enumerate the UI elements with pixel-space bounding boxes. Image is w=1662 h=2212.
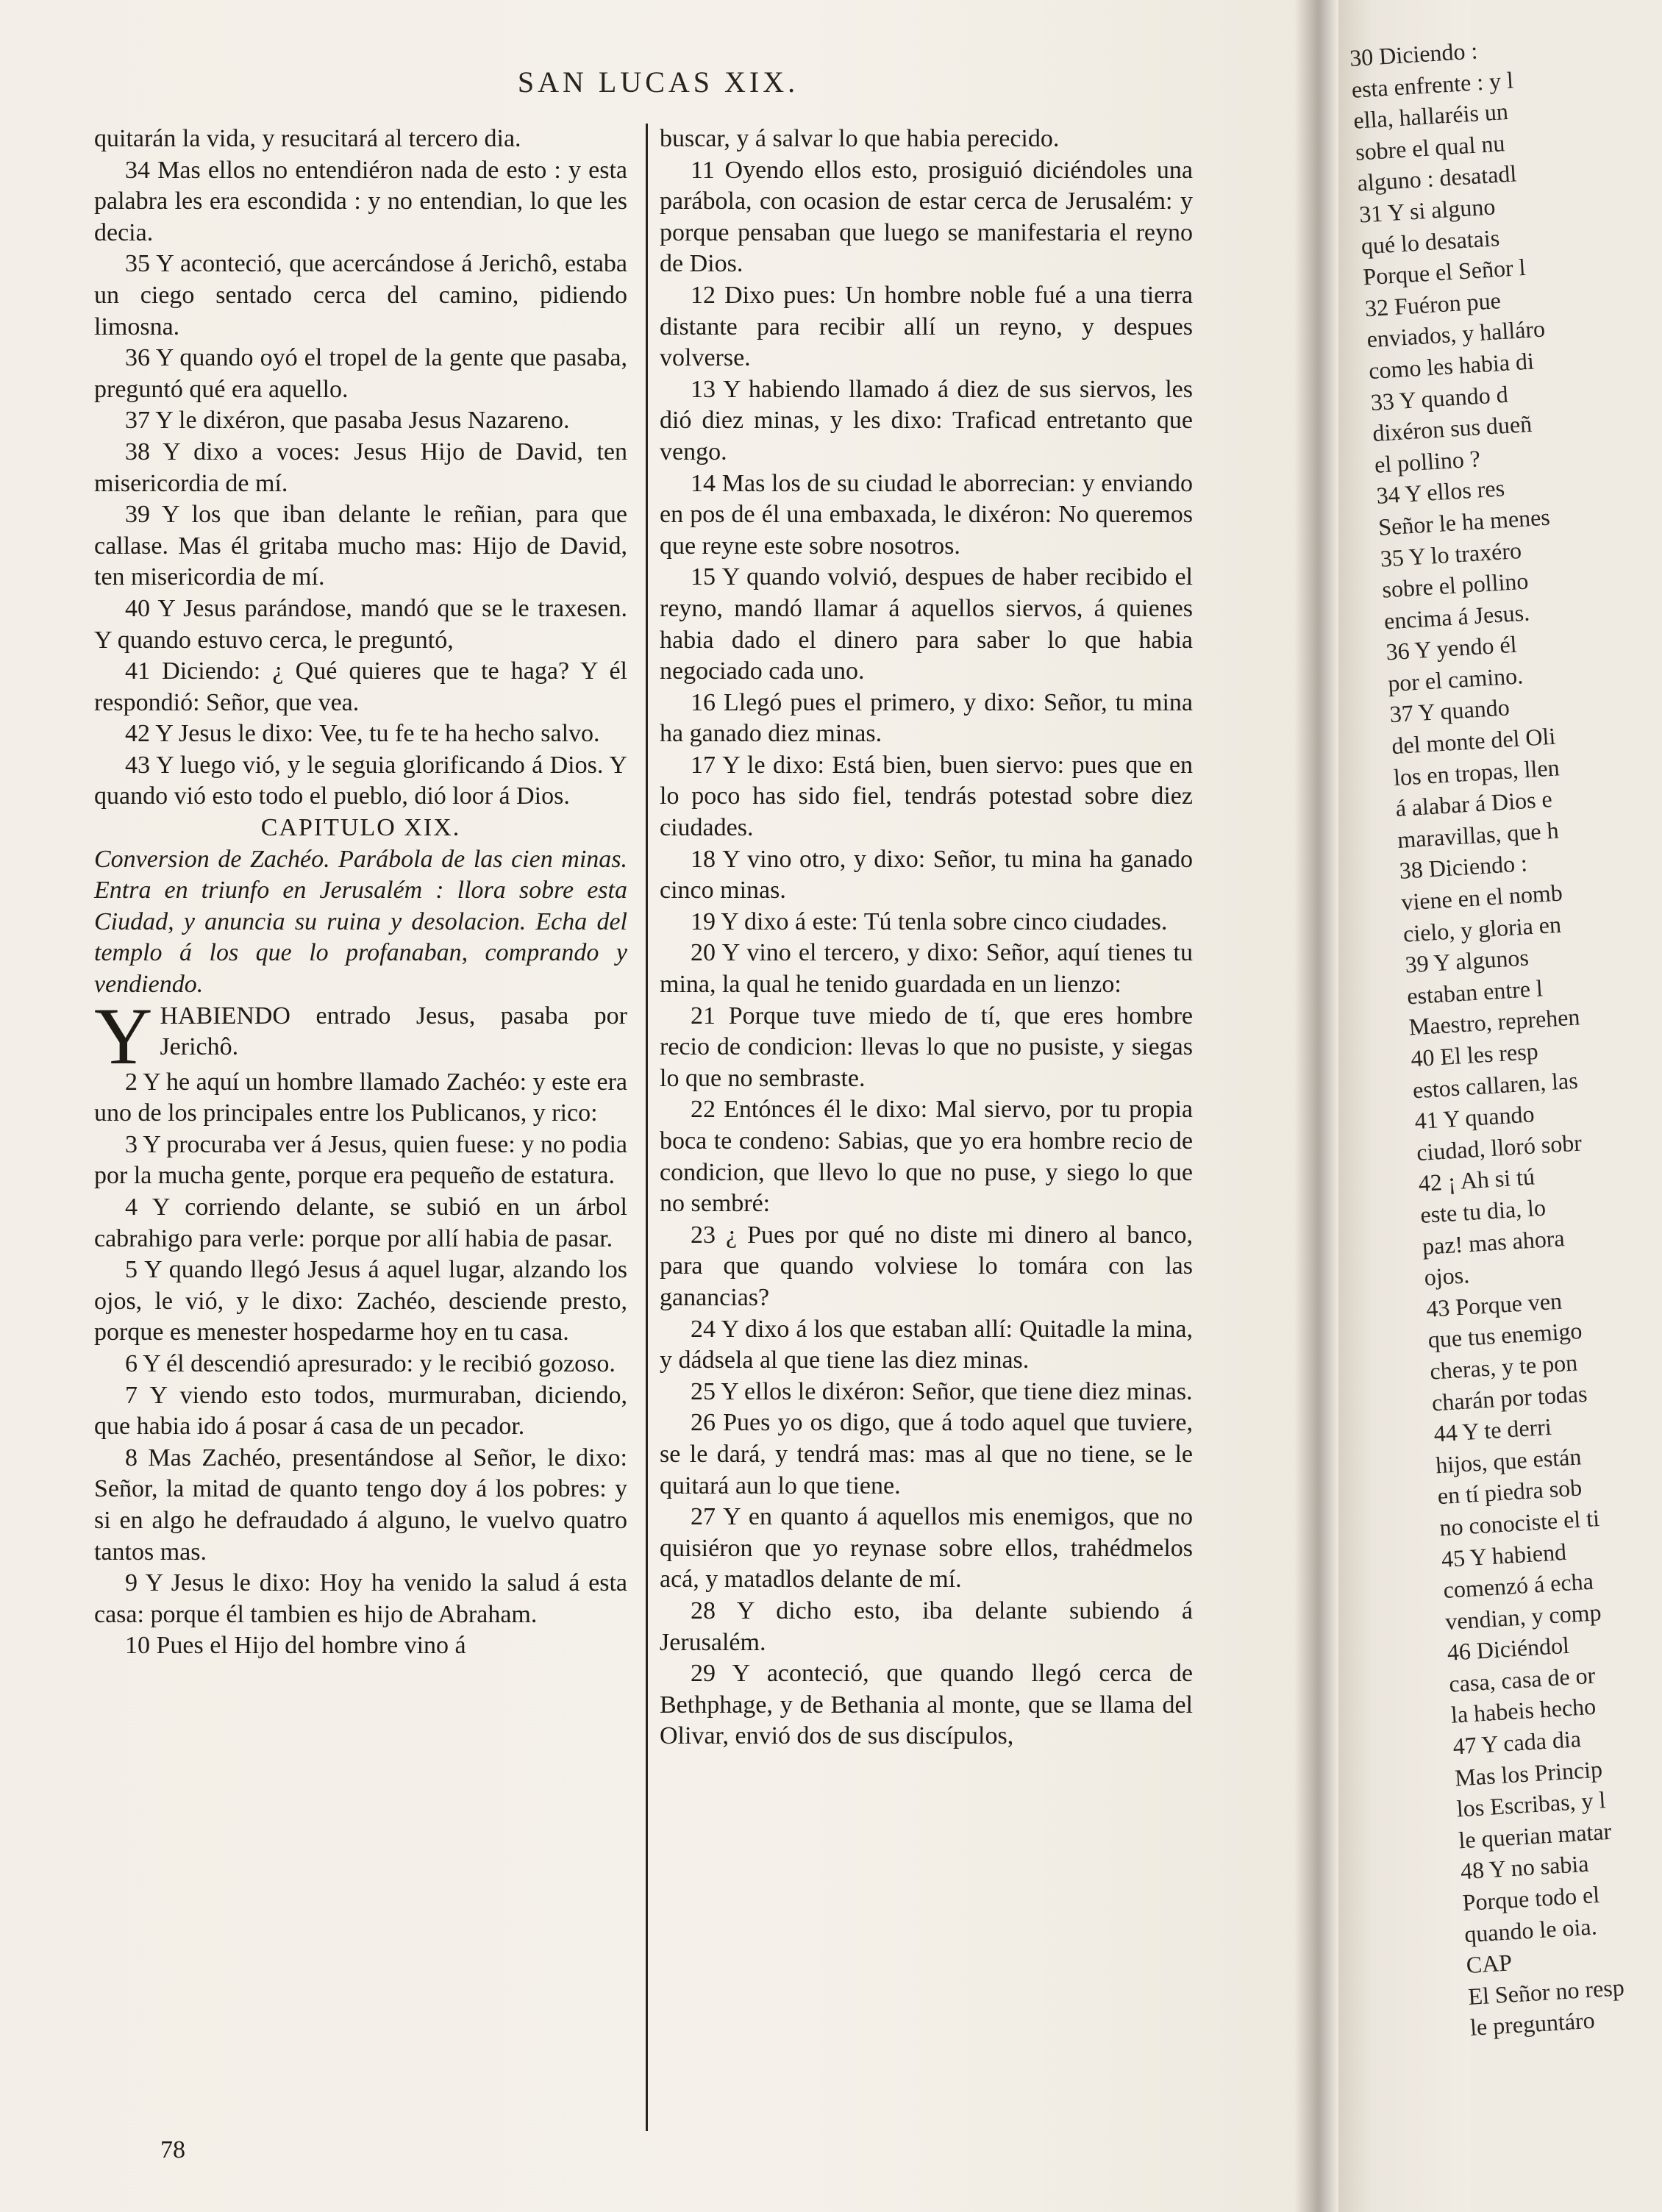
facing-page-line: Maestro, reprehen (1408, 1003, 1581, 1041)
verse: 36 Y quando oyó el tropel de la gente que pasaba, preguntó qué era aquello. (94, 344, 627, 403)
verse: 16 Llegó pues el primero, y dixo: Señor, tu mina ha ganado diez minas. (660, 688, 1193, 748)
verse: 42 Y Jesus le dixo: Vee, tu fe te ha hecho salvo. (125, 720, 600, 748)
facing-page-line: enviados, y halláro (1366, 315, 1546, 353)
page-number: 78 (160, 2136, 185, 2163)
verse: 5 Y quando llegó Jesus á aquel lugar, alzando los ojos, le vió, y le dixo: Zachéo, desciende presto, porque es menester hospedarme hoy en tu casa. (94, 1256, 627, 1346)
facing-page-line: por el camino. (1387, 662, 1524, 697)
facing-page-line: dixéron sus dueñ (1372, 410, 1533, 447)
left-column (94, 124, 627, 1662)
facing-page-line: cielo, y gloria en (1402, 910, 1562, 947)
facing-page-line: 47 Y cada dia (1452, 1725, 1582, 1760)
facing-page-line: no conociste el ti (1438, 1504, 1600, 1541)
facing-page-line: sobre el qual nu (1354, 129, 1506, 165)
facing-page-line: 32 Fuéron pue (1363, 286, 1502, 322)
facing-page-line: 39 Y algunos (1404, 943, 1530, 978)
facing-page-line: le querian matar (1458, 1817, 1613, 1854)
verse: 24 Y dixo á los que estaban allí: Quitadle la mina, y dádsela al que tiene las diez minas. (660, 1315, 1193, 1374)
facing-page-line: del monte del Oli (1391, 722, 1557, 760)
facing-page-line: esta enfrente : y l (1350, 66, 1514, 103)
facing-page-line: quando le oia. (1463, 1912, 1598, 1947)
verse: buscar, y á salvar lo que habia perecido. (660, 125, 1060, 152)
verse: 14 Mas los de su ciudad le aborrecian: y enviando en pos de él una embaxada, le dixéron: No queremos que reyne este sobre nosotros. (660, 469, 1193, 560)
facing-page-line: 45 Y habiend (1440, 1538, 1567, 1572)
verse: 29 Y aconteció, que quando llegó cerca de Bethphage, y de Bethania al monte, que se llama del Olivar, envió dos de sus discípulos, (660, 1660, 1193, 1750)
verse: 41 Diciendo: ¿ Qué quieres que te haga? Y él respondió: Señor, que vea. (94, 657, 627, 716)
facing-page-line: 37 Y quando (1388, 693, 1511, 728)
verse: 38 Y dixo a voces: Jesus Hijo de David, ten misericordia de mí. (94, 438, 627, 497)
facing-page-line: comenzó á echa (1442, 1567, 1594, 1604)
facing-page-line: CAP (1465, 1949, 1513, 1979)
facing-page-line: á alabar á Dios e (1394, 785, 1553, 822)
facing-page-line: 44 Y te derri (1433, 1413, 1552, 1447)
facing-page-line: que tus enemigo (1427, 1317, 1583, 1354)
verse: 28 Y dicho esto, iba delante subiendo á Jerusalém. (660, 1596, 1193, 1656)
facing-page-line: vendian, y comp (1444, 1598, 1602, 1635)
facing-page-line: cheras, y te pon (1429, 1349, 1579, 1385)
facing-page-text (1349, 31, 1662, 2044)
facing-page-line: Porque el Señor l (1362, 254, 1527, 290)
facing-page-line: 48 Y no sabia (1459, 1850, 1590, 1885)
facing-page-line: charán por todas (1430, 1380, 1588, 1416)
book-gutter-shadow (1294, 0, 1338, 2212)
verse: 6 Y él descendió apresurado: y le recibió gozoso. (125, 1349, 616, 1377)
facing-page-line: 31 Y si alguno (1358, 193, 1497, 228)
facing-page-line: Porque todo el (1461, 1880, 1601, 1916)
facing-page-line: 36 Y yendo él (1385, 630, 1518, 666)
verse: 4 Y corriendo delante, se subió en un árbol cabrahigo para verle: porque por allí habia de pasar. (94, 1194, 627, 1252)
facing-page-line: 30 Diciendo : (1349, 37, 1479, 71)
facing-page-line: casa, casa de or (1448, 1661, 1597, 1697)
facing-page-line: 35 Y lo traxéro (1379, 536, 1522, 572)
verse: 43 Y luego vió, y le seguia glorificando á Dios. Y quando vió esto todo el pueblo, dió loor á Dios. (94, 751, 627, 810)
facing-page-line: alguno : desatadl (1356, 160, 1518, 196)
verse: 19 Y dixo á este: Tú tenla sobre cinco ciudades. (691, 907, 1168, 935)
facing-page-line: 43 Porque ven (1425, 1287, 1563, 1322)
running-head: SAN LUCAS XIX. (517, 65, 799, 99)
drop-cap: Y (94, 991, 153, 1081)
verse: 40 Y Jesus parándose, mandó que se le traxesen. Y quando estuvo cerca, le preguntó, (94, 594, 627, 654)
verse: 2 Y he aquí un hombre llamado Zachéo: y este era uno de los principales entre los Publicanos, y rico: (94, 1068, 627, 1127)
facing-page-line: en tí piedra sob (1436, 1474, 1583, 1510)
facing-page-line: ciudad, lloró sobr (1416, 1129, 1583, 1166)
facing-page-line: Señor le ha menes (1377, 503, 1551, 540)
verse: 21 Porque tuve miedo de tí, que eres hombre recio de condicion: llevas lo que no pusiste, y siegas lo que no sembraste. (660, 1002, 1193, 1092)
facing-page-line: Mas los Princip (1454, 1755, 1603, 1791)
facing-page-line: viene en el nomb (1400, 879, 1563, 916)
verse: 13 Y habiendo llamado á diez de sus siervos, les dió diez minas, y les dixo: Traficad entretanto que vengo. (660, 375, 1193, 465)
verse: 39 Y los que iban delante le reñian, para que callase. Mas él gritaba mucho mas: Hijo de David, ten misericordia de mí. (94, 501, 627, 591)
verse: 34 Mas ellos no entendiéron nada de esto : y esta palabra les era escondida : y no entendian, lo que les decia. (94, 156, 627, 246)
verse: 27 Y en quanto á aquellos mis enemigos, que no quisiéron que yo reynase sobre ellos, trahédmelos acá, y matadlos delante de mí. (660, 1503, 1193, 1594)
facing-page-line: qué lo desatais (1360, 224, 1501, 260)
verse: 18 Y vino otro, y dixo: Señor, tu mina ha ganado cinco minas. (660, 845, 1193, 905)
verse: 22 Entónces él le dixo: Mal siervo, por tu propia boca te condeno: Sabias, que yo era hombre recio de condicion, que llevo lo que no puse, y siego lo que no sembré: (660, 1096, 1193, 1218)
facing-page-line: los en tropas, llen (1392, 754, 1561, 791)
verse: 20 Y vino el tercero, y dixo: Señor, aquí tienes tu mina, la qual he tenido guardada en un lienzo: (660, 939, 1193, 999)
facing-page-line: los Escribas, y l (1455, 1786, 1607, 1822)
facing-page-line: paz! mas ahora (1421, 1224, 1566, 1260)
verse: 8 Mas Zachéo, presentándose al Señor, le dixo: Señor, la mitad de quanto tengo doy á los pobres: y si en algo he defraudado á alguno, le vuelvo quatro tantos mas. (94, 1444, 627, 1566)
verse: 37 Y le dixéron, que pasaba Jesus Nazareno. (125, 407, 570, 435)
verse: 15 Y quando volvió, despues de haber recibido el reyno, mandó llamar á aquellos siervos, á quienes habia dado el dinero para saber lo que habia negociado cada uno. (660, 563, 1193, 685)
verse: 25 Y ellos le dixéron: Señor, que tiene diez minas. (691, 1377, 1193, 1405)
facing-page-line: la habeis hecho (1449, 1693, 1597, 1729)
verse: 12 Dixo pues: Un hombre noble fué a una tierra distante para recibir allí un reyno, y despues volverse. (660, 281, 1193, 372)
facing-page-line: ojos. (1423, 1261, 1471, 1291)
verse: 11 Oyendo ellos esto, prosiguió diciéndoles una parábola, con ocasion de estar cerca de Jerusalém: y porque pensaban que luego se manifestaria el reyno de Dios. (660, 156, 1193, 278)
facing-page (1338, 0, 1625, 2212)
facing-page-line: el pollino ? (1373, 444, 1481, 478)
facing-page-line: encima á Jesus. (1383, 599, 1530, 635)
chapter-heading: CAPITULO XIX. (260, 814, 461, 842)
facing-page-line: 41 Y quando (1413, 1100, 1536, 1135)
verse: 17 Y le dixo: Está bien, buen siervo: pues que en lo poco has sido fiel, tendrás potestad sobre diez ciudades. (660, 751, 1193, 842)
verse: quitarán la vida, y resucitará al tercero dia. (94, 125, 521, 152)
verse: 35 Y aconteció, que acercándose á Jerichô, estaba un ciego sentado cerca del camino, pidiendo limosna. (94, 250, 627, 340)
facing-page-line: 40 El les resp (1410, 1037, 1539, 1072)
facing-page-line: le preguntáro (1469, 2007, 1596, 2041)
facing-page-line: sobre el pollino (1381, 567, 1530, 603)
facing-page-line: estos callaren, las (1411, 1066, 1579, 1103)
right-column (660, 124, 1193, 1752)
facing-page-line: maravillas, que h (1397, 816, 1560, 853)
facing-page-line: 34 Y ellos res (1375, 474, 1505, 510)
verse: 9 Y Jesus le dixo: Hoy ha venido la salud á esta casa: porque él tambien es hijo de Abraham. (94, 1569, 627, 1628)
first-verse-text: HABIENDO entrado Jesus, pasaba por Jerichô. (160, 1002, 627, 1061)
facing-page-line: 33 Y quando d (1369, 380, 1509, 415)
verse: 7 Y viendo esto todos, murmuraban, diciendo, que habia ido á posar á casa de un pecador. (94, 1381, 627, 1441)
verse: 3 Y procuraba ver á Jesus, quien fuese: y no podia por la mucha gente, porque era pequeño de estatura. (94, 1130, 627, 1190)
facing-page-line: estaban entre l (1406, 974, 1544, 1010)
verse: 23 ¿ Pues por qué no diste mi dinero al banco, para que quando volviese lo tomára con las ganancias? (660, 1221, 1193, 1311)
facing-page-line: El Señor no resp (1467, 1973, 1625, 2010)
facing-page-line: hijos, que están (1435, 1443, 1583, 1479)
verse: 10 Pues el Hijo del hombre vino á (125, 1632, 466, 1660)
facing-page-line: 46 Diciéndol (1446, 1632, 1570, 1666)
facing-page-line: 42 ¡ Ah si tú (1417, 1163, 1536, 1197)
column-divider (646, 124, 648, 2131)
chapter-summary: Conversion de Zachéo. Parábola de las cien minas. Entra en triunfo en Jerusalém : llora sobre esta Ciudad, y anuncia su ruina y desolacion. Echa del templo á los que lo profanaban, comprando y vendiendo. (94, 845, 627, 999)
facing-page-line: como les habia di (1368, 347, 1535, 385)
facing-page-line: ella, hallaréis un (1352, 98, 1509, 134)
facing-page-line: 38 Diciendo : (1398, 849, 1528, 885)
facing-page-line: este tu dia, lo (1419, 1194, 1547, 1228)
verse: 26 Pues yo os digo, que á todo aquel que tuviere, se le dará, y tendrá mas: mas al que no tiene, se le quitará aun lo que tiene. (660, 1409, 1193, 1499)
first-verse (94, 991, 627, 1081)
